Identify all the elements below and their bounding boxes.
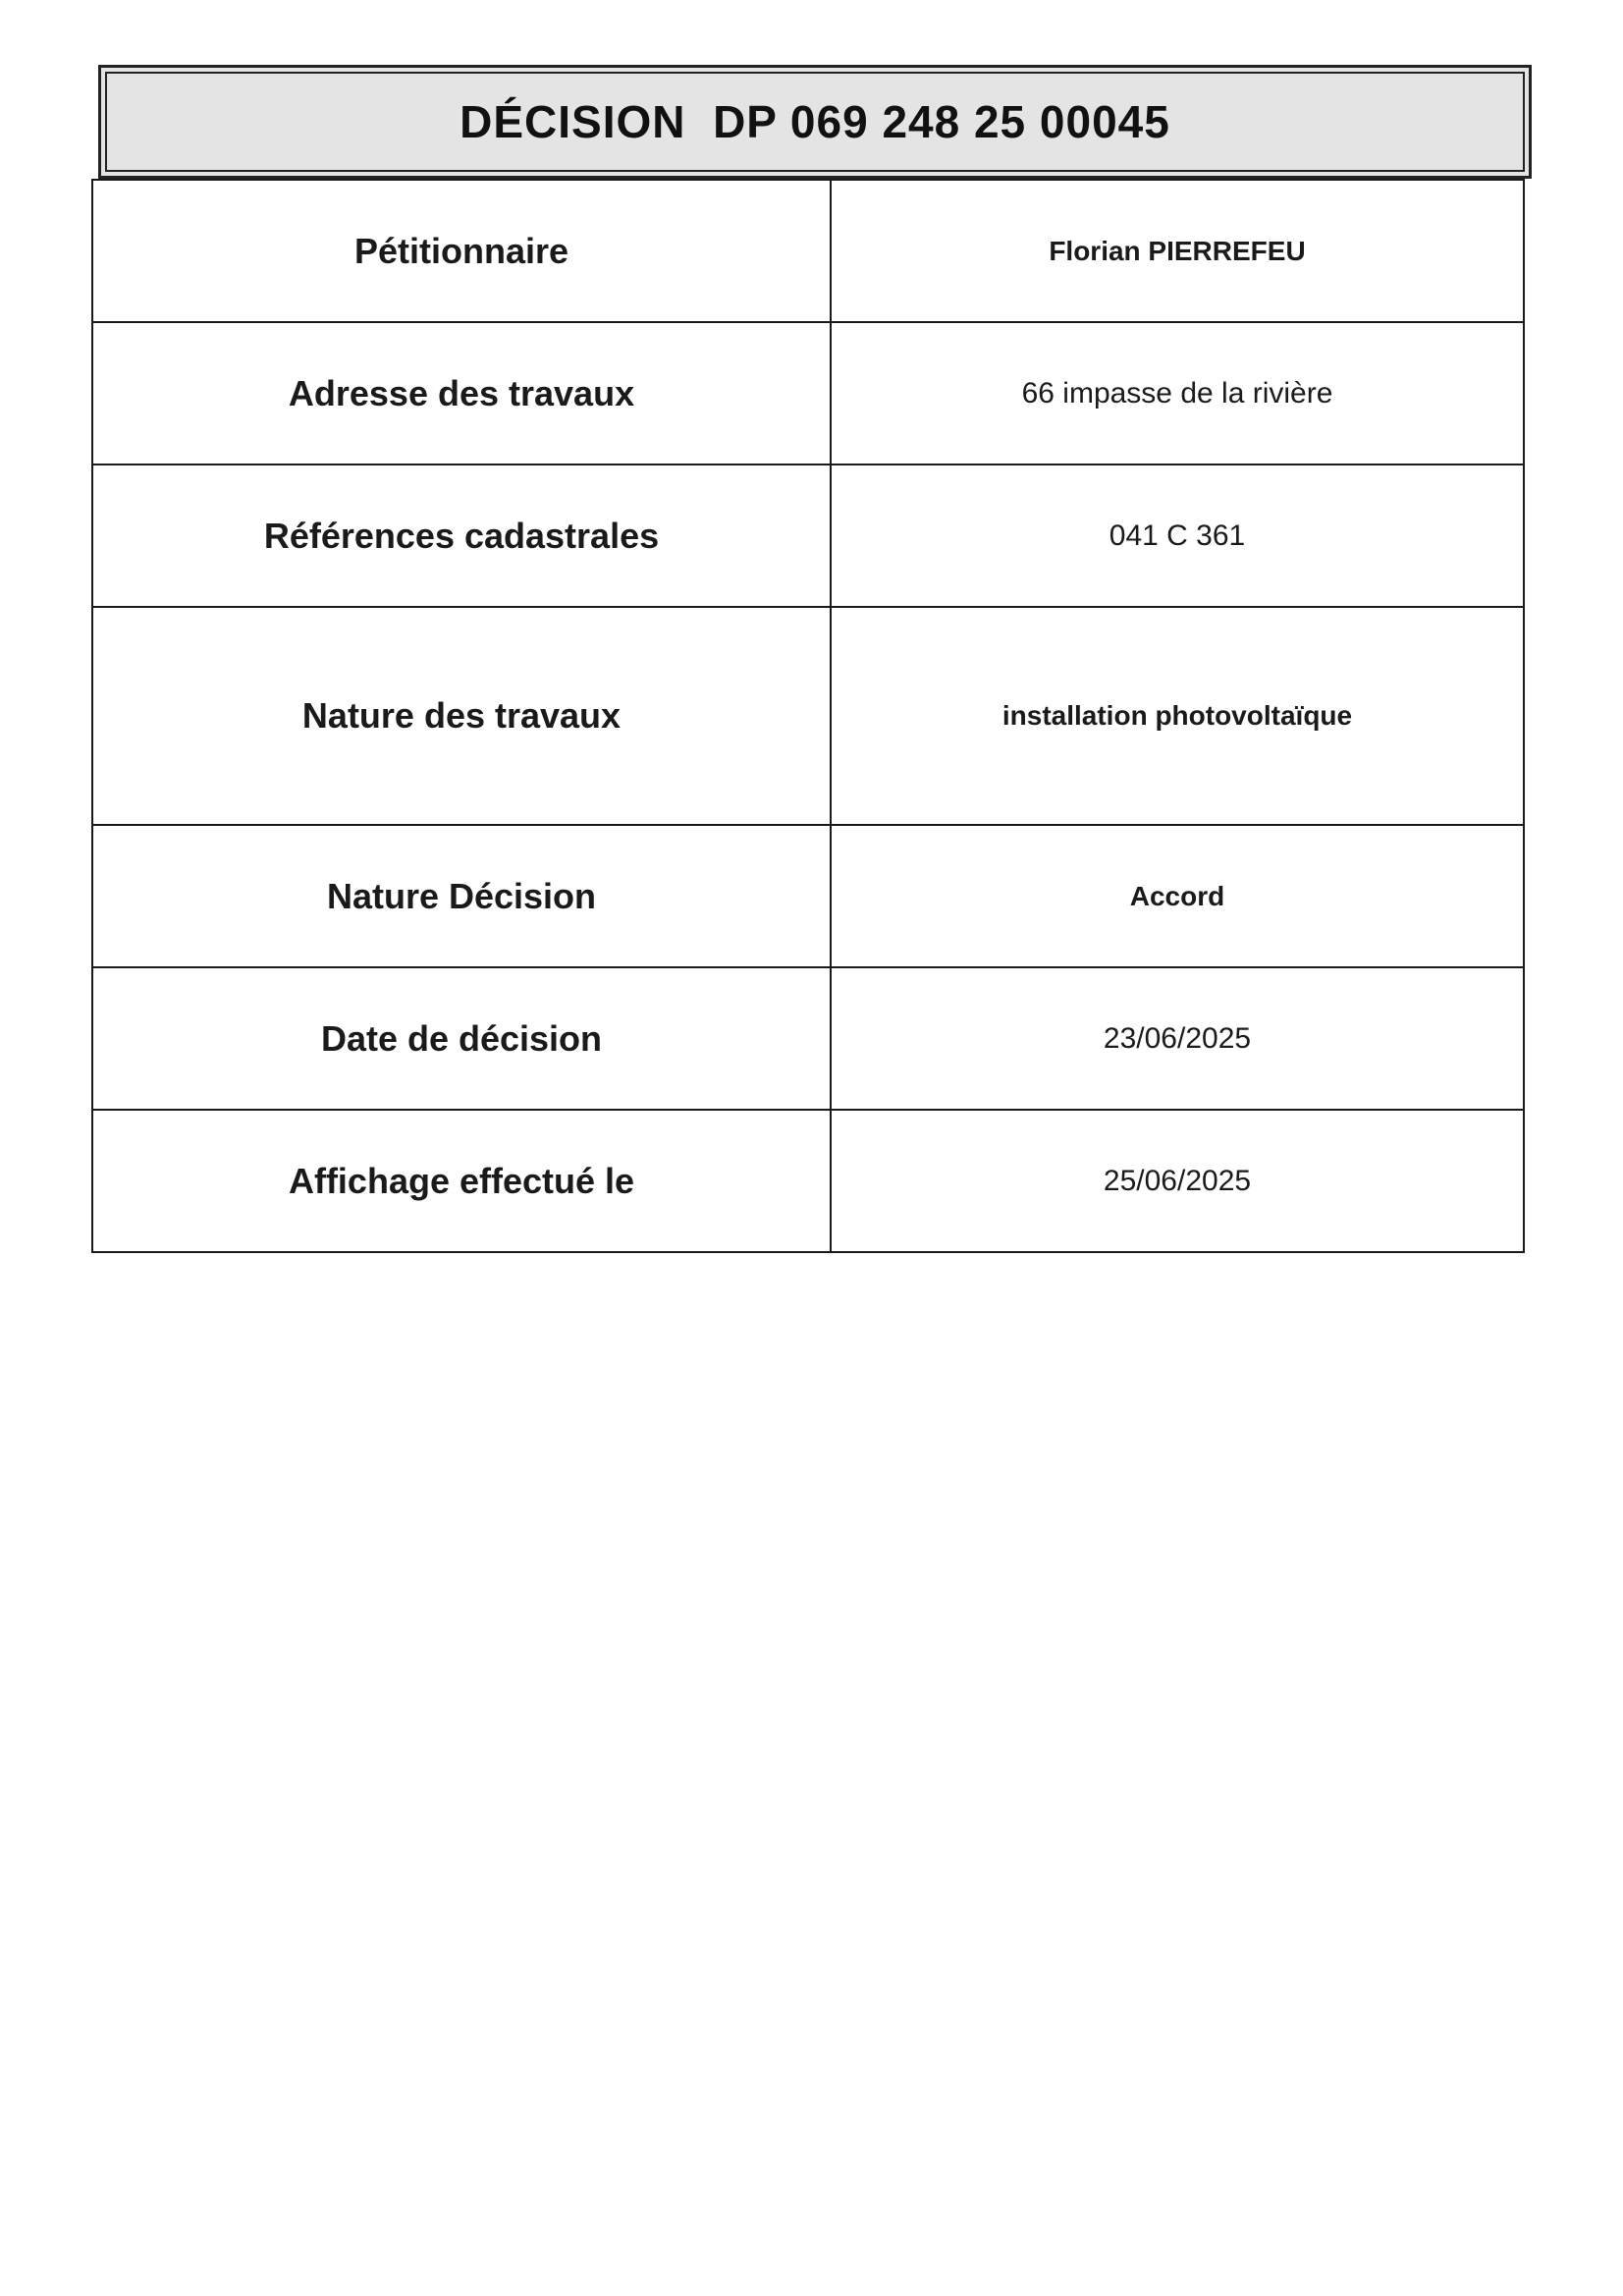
table-row-date-decision [92, 967, 1524, 1110]
row-value: 041 C 361 [831, 465, 1524, 607]
row-value: installation photovoltaïque [831, 607, 1524, 825]
row-value: Florian PIERREFEU [831, 180, 1524, 322]
table-row-references [92, 465, 1524, 607]
row-value: 23/06/2025 [831, 967, 1524, 1110]
decision-title: DÉCISION DP 069 248 25 00045 [460, 96, 1170, 147]
row-label: Affichage effectué le [92, 1110, 831, 1252]
row-label: Pétitionnaire [92, 180, 831, 322]
decision-info-table [91, 179, 1525, 1253]
row-value: 25/06/2025 [831, 1110, 1524, 1252]
row-value: Accord [831, 825, 1524, 967]
table-row-adresse [92, 322, 1524, 465]
row-value: 66 impasse de la rivière [831, 322, 1524, 465]
row-label: Références cadastrales [92, 465, 831, 607]
decision-title-box [98, 65, 1532, 179]
row-label: Nature des travaux [92, 607, 831, 825]
table-row-nature-decision [92, 825, 1524, 967]
table-row-nature-travaux [92, 607, 1524, 825]
row-label: Date de décision [92, 967, 831, 1110]
row-label: Nature Décision [92, 825, 831, 967]
table-row-affichage [92, 1110, 1524, 1252]
table-row-petitionnaire [92, 180, 1524, 322]
row-label: Adresse des travaux [92, 322, 831, 465]
